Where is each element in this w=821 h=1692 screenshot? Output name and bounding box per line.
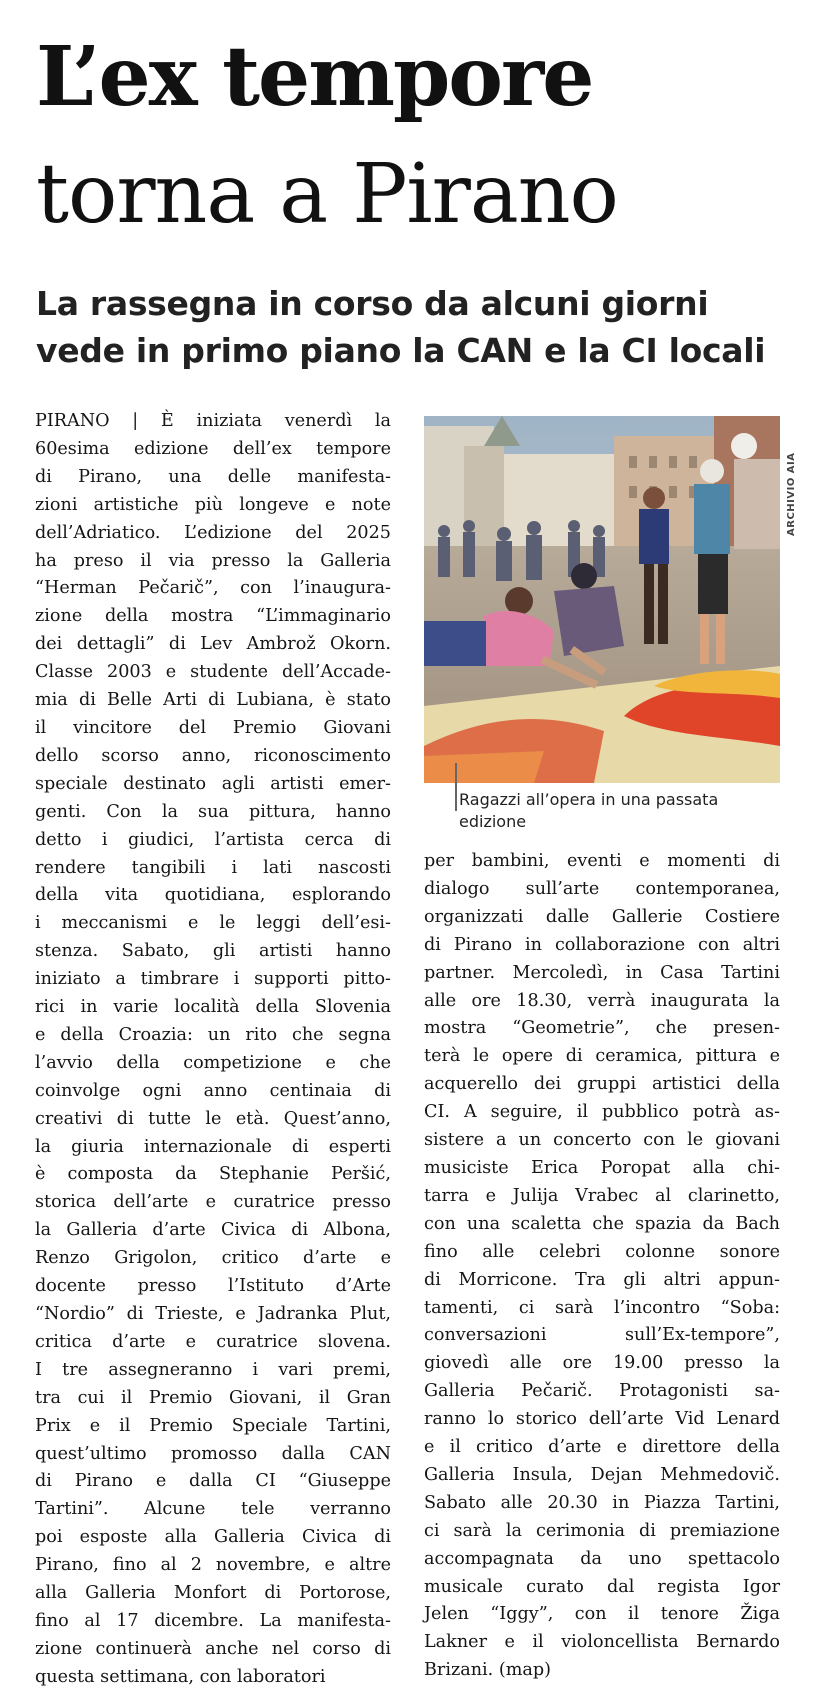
body-text-line: musicale curato dal regista Igor [424, 1576, 780, 1597]
subheadline [36, 280, 796, 374]
body-text-line: Prix e il Premio Speciale Tartini, [35, 1415, 391, 1436]
body-text-line: iniziato a timbrare i supporti pitto- [35, 969, 391, 990]
body-text-line: rici in varie località della Slovenia [35, 997, 391, 1018]
body-text-line: fino alle celebri colonne sonore [424, 1241, 780, 1262]
body-text-line: “Herman Pečarič”, con l’inaugura- [35, 578, 391, 599]
body-text-line: speciale destinato agli artisti emer- [35, 773, 391, 794]
body-text-line: acquerello dei gruppi artistici della [424, 1074, 780, 1095]
body-text-line: dialogo sull’arte contemporanea, [424, 878, 780, 899]
body-text-line: alle ore 18.30, verrà inaugurata la [424, 990, 780, 1011]
body-text-line: Renzo Grigolon, critico d’arte e [35, 1248, 391, 1269]
caption-rule [455, 763, 457, 811]
body-text-line: rendere tangibili i lati nascosti [35, 857, 391, 878]
body-text-line: e il critico d’arte e direttore della [424, 1437, 780, 1458]
body-text-line: Tartini”. Alcune tele verranno [35, 1499, 391, 1520]
body-text-line: accompagnata da uno spettacolo [424, 1548, 780, 1569]
body-text-line: per bambini, eventi e momenti di [424, 851, 780, 871]
body-text-line: I tre assegneranno i vari premi, [35, 1359, 391, 1380]
body-text-line: conversazioni sull’Ex-tempore”, [424, 1325, 780, 1346]
body-text-line: dello scorso anno, riconoscimento [35, 745, 391, 766]
body-text-line: Galleria Pečarič. Protagonisti sa- [424, 1381, 780, 1402]
body-text-line: quest’ultimo promosso dalla CAN [35, 1443, 391, 1464]
body-text-line: critica d’arte e curatrice slovena. [35, 1331, 391, 1352]
body-text-line: dei dettagli” di Lev Ambrož Okorn. [35, 634, 391, 655]
body-text-line: della vita quotidiana, esplorando [35, 885, 391, 906]
body-text-line: tarra e Julija Vrabec al clarinetto, [424, 1185, 780, 1206]
body-text-line: stenza. Sabato, gli artisti hanno [35, 941, 391, 962]
body-text-line: Jelen “Iggy”, con il tenore Žiga [424, 1604, 780, 1625]
body-text-line: ranno lo storico dell’arte Vid Lenard [424, 1409, 780, 1430]
body-text-line: l’avvio della competizione e che [35, 1052, 391, 1073]
subheadline-line-1: La rassegna in corso da alcuni giorni [36, 284, 709, 323]
body-text-line: zioni artistiche più longeve e note [35, 494, 391, 515]
body-text-line: fino al 17 dicembre. La manifesta- [35, 1610, 391, 1631]
body-text-line: i meccanismi e le leggi dell’esi- [35, 913, 391, 934]
body-text-line: di Morricone. Tra gli altri appun- [424, 1269, 780, 1290]
headline [36, 18, 796, 254]
body-text-line: sistere a un concerto con le giovani [424, 1130, 780, 1151]
body-text-line: storica dell’arte e curatrice presso [35, 1192, 391, 1213]
body-text-line: docente presso l’Istituto d’Arte [35, 1276, 391, 1297]
body-text-line: alla Galleria Monfort di Portorose, [35, 1583, 391, 1604]
body-text-line: organizzati dalle Gallerie Costiere [424, 906, 780, 927]
body-text-line: con una scaletta che spazia da Bach [424, 1213, 780, 1234]
body-text-line: e della Croazia: un rito che segna [35, 1024, 391, 1045]
body-text-line: questa settimana, con laboratori [35, 1666, 326, 1687]
body-text-line: mia di Belle Arti di Lubiana, è stato [35, 690, 391, 711]
article-body-right-column [424, 848, 780, 1685]
body-text-line: musiciste Erica Poropat alla chi- [424, 1157, 780, 1178]
body-text-line: Brizani. (map) [424, 1660, 552, 1681]
body-text-line: partner. Mercoledì, in Casa Tartini [424, 962, 780, 983]
body-text-line: Sabato alle 20.30 in Piazza Tartini, [424, 1492, 780, 1513]
subheadline-line-2: vede in primo piano la CAN e la CI locali [36, 331, 766, 370]
body-text-line: di Pirano, una delle manifesta- [35, 466, 391, 487]
photo-image-icon [424, 416, 780, 783]
body-text-line: di Pirano e dalla CI “Giuseppe [35, 1471, 391, 1492]
body-text-line: la Galleria d’arte Civica di Albona, [35, 1220, 391, 1241]
body-text-line: ci sarà la cerimonia di premiazione [424, 1520, 780, 1541]
article-photo [424, 416, 780, 783]
body-text-line: di Pirano in collaborazione con altri [424, 934, 780, 955]
body-text-line: Classe 2003 e studente dell’Accade- [35, 662, 391, 683]
body-text-line: zione continuerà anche nel corso di [35, 1638, 391, 1659]
body-text-line: la giuria internazionale di esperti [35, 1136, 391, 1157]
headline-line-1: L’ex tempore [36, 29, 593, 125]
body-text-line: 60esima edizione dell’ex tempore [35, 438, 391, 459]
body-text-line: mostra “Geometrie”, che presen- [424, 1018, 780, 1039]
body-text-line: dell’Adriatico. L’edizione del 2025 [35, 522, 391, 543]
body-text-line: tra cui il Premio Giovani, il Gran [35, 1387, 391, 1408]
body-text-line: ha preso il via presso la Galleria [35, 550, 391, 571]
article-body-left-column [35, 408, 391, 1692]
body-text-line: Pirano, fino al 2 novembre, e altre [35, 1555, 391, 1576]
body-text-line: poi esposte alla Galleria Civica di [35, 1527, 391, 1548]
body-text-line: PIRANO | È iniziata venerdì la [35, 411, 391, 431]
body-text-line: detto i giudici, l’artista cerca di [35, 829, 391, 850]
headline-line-2: torna a Pirano [36, 147, 618, 242]
body-text-line: terà le opere di ceramica, pittura e [424, 1046, 780, 1067]
body-text-line: tamenti, ci sarà l’incontro “Soba: [424, 1297, 780, 1318]
body-text-line: il vincitore del Premio Giovani [35, 717, 391, 738]
body-text-line: Lakner e il violoncellista Bernardo [424, 1632, 780, 1653]
body-text-line: giovedì alle ore 19.00 presso la [424, 1353, 780, 1374]
body-text-line: “Nordio” di Trieste, e Jadranka Plut, [35, 1304, 391, 1324]
body-text-line: CI. A seguire, il pubblico potrà as- [424, 1102, 780, 1123]
photo-caption: Ragazzi all’opera in una passata edizione [459, 790, 719, 831]
body-text-line: coinvolge ogni anno centinaia di [35, 1080, 391, 1101]
body-text-line: creativi di tutte le età. Quest’anno, [35, 1108, 391, 1129]
body-text-line: è composta da Stephanie Peršić, [35, 1164, 391, 1185]
body-text-line: Galleria Insula, Dejan Mehmedovič. [424, 1464, 780, 1485]
body-text-line: genti. Con la sua pittura, hanno [35, 801, 391, 822]
photo-credit: ARCHIVIO AIA [786, 452, 797, 536]
body-text-line: zione della mostra “L’immaginario [35, 606, 391, 627]
